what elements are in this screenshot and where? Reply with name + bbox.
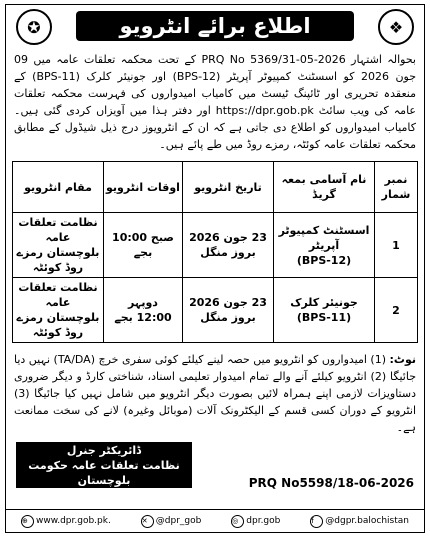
venue-name: نظامت تعلقات عامہ <box>18 281 98 309</box>
signature-title: ڈائریکٹر جنرل <box>66 443 142 457</box>
table-header-row <box>13 162 418 213</box>
facebook-icon: f <box>310 515 323 528</box>
post-name: اسسٹنٹ کمپیوٹر آپریٹر <box>278 223 370 252</box>
header-date: تاریخ انٹرویو <box>183 162 274 213</box>
social-twitter[interactable] <box>141 515 202 528</box>
signature-office: نظامت تعلقات عامہ حکومت بلوچستان <box>28 458 180 487</box>
row-serial: 2 <box>375 278 418 343</box>
row-venue <box>13 278 104 343</box>
post-grade: (BPS-11) <box>296 311 352 324</box>
interview-time-suffix: بجے <box>133 246 153 259</box>
interview-day: بروز منگل <box>200 311 256 324</box>
interview-day: بروز منگل <box>200 246 256 259</box>
row-serial: 1 <box>375 213 418 278</box>
note-paragraph <box>6 351 424 436</box>
interview-date: 23 جون 2026 <box>189 231 267 244</box>
row-post <box>274 213 375 278</box>
interview-time: دوپہر <box>128 296 158 309</box>
notice-header <box>6 5 424 51</box>
government-emblem-icon: ✪ <box>16 9 52 45</box>
web-icon: ⊕ <box>21 515 34 528</box>
twitter-icon: ✕ <box>141 515 154 528</box>
intro-paragraph: بحوالہ اشتہار PRQ No 5369/31-05-2026 کے تحت محکمہ تعلقات عامہ میں 09 جون 2026 کو اسسٹنٹ کمپیوٹر آپریٹر (BPS-12) اور جونیئر کلرک (BPS-11) کے منعقدہ تحریری اور ٹائپنگ ٹیسٹ میں کامیاب امیدواروں کی فہرست محکمہ تعلقات عامہ کی ویب سائٹ https://dpr.gob.pk اور دفتر ہذا میں آویزاں کردی گئی ہیں۔ کامیاب امیدواروں کو اطلاع دی جاتی ہے کہ ان کے انٹرویوز درج ذیل شیڈول کے مطابق محکمہ تعلقات عامہ کوئٹہ، رمزے روڈ میں طے پائے ہیں۔ <box>14 53 417 151</box>
social-instagram[interactable] <box>231 515 280 528</box>
header-post: نام آسامی بمعہ گریڈ <box>274 162 375 213</box>
interview-schedule-table <box>12 161 418 343</box>
interview-date: 23 جون 2026 <box>189 296 267 309</box>
social-web-text: www.dpr.gob.pk. <box>35 516 111 526</box>
prq-number: PRQ No5598/18-06-2026 <box>248 476 414 490</box>
table-row <box>13 213 418 278</box>
social-twitter-text: @dpr_gob <box>155 516 202 526</box>
row-date <box>183 213 274 278</box>
note-text: (1) امیدواروں کو انٹرویو میں حصہ لینے کیلئے کوئی سفری خرچ (TA/DA) نہیں دیا جائیگا (2) انٹرویو کیلئے آنے والے تمام امیدوار تعلیمی اسناد، شناختی کارڈ و دیگر ضروری دستاویزات لازمی اپنے ہمراہ لائیں بصورت دیگر انٹرویو میں شامل نہیں کیا جائیگا (3) انٹرویو کے دوران کسی قسم کے الیکٹرونک آلات (موبائل وغیرہ) لانے کی سخت ممانعت ہے۔ <box>14 353 416 434</box>
venue-address: بلوچستان رمزے روڈ کوئٹہ <box>16 311 100 339</box>
social-instagram-text: dpr.gob <box>246 516 281 526</box>
table-row <box>13 278 418 343</box>
row-date <box>183 278 274 343</box>
instagram-icon: ◎ <box>231 515 244 528</box>
header-time: اوقات انٹرویو <box>104 162 183 213</box>
social-facebook[interactable] <box>310 515 409 528</box>
row-time <box>104 213 183 278</box>
note-label: نوٹ: <box>389 353 416 366</box>
social-web[interactable] <box>21 515 111 528</box>
venue-name: نظامت تعلقات عامہ <box>18 216 98 244</box>
notice-title: اطلاع برائے انٹرویو <box>76 11 354 41</box>
venue-address: بلوچستان رمزے روڈ کوئٹہ <box>16 246 100 274</box>
department-seal-icon: ❖ <box>378 9 414 45</box>
social-facebook-text: @dgpr.balochistan <box>325 516 409 526</box>
row-time <box>104 278 183 343</box>
row-venue <box>13 213 104 278</box>
post-name: جونیئر کلرک <box>290 296 358 309</box>
signature-box <box>16 442 192 488</box>
header-venue: مقام انٹرویو <box>13 162 104 213</box>
post-grade: (BPS-12) <box>296 253 352 267</box>
footer-signature-row <box>6 442 424 490</box>
interview-time: صبح 10:00 <box>112 231 174 244</box>
row-post <box>274 278 375 343</box>
interview-time-suffix: 12:00 بجے <box>114 311 172 324</box>
notice-page <box>5 4 425 533</box>
header-serial: نمبر شمار <box>375 162 418 213</box>
social-bar <box>6 509 424 532</box>
